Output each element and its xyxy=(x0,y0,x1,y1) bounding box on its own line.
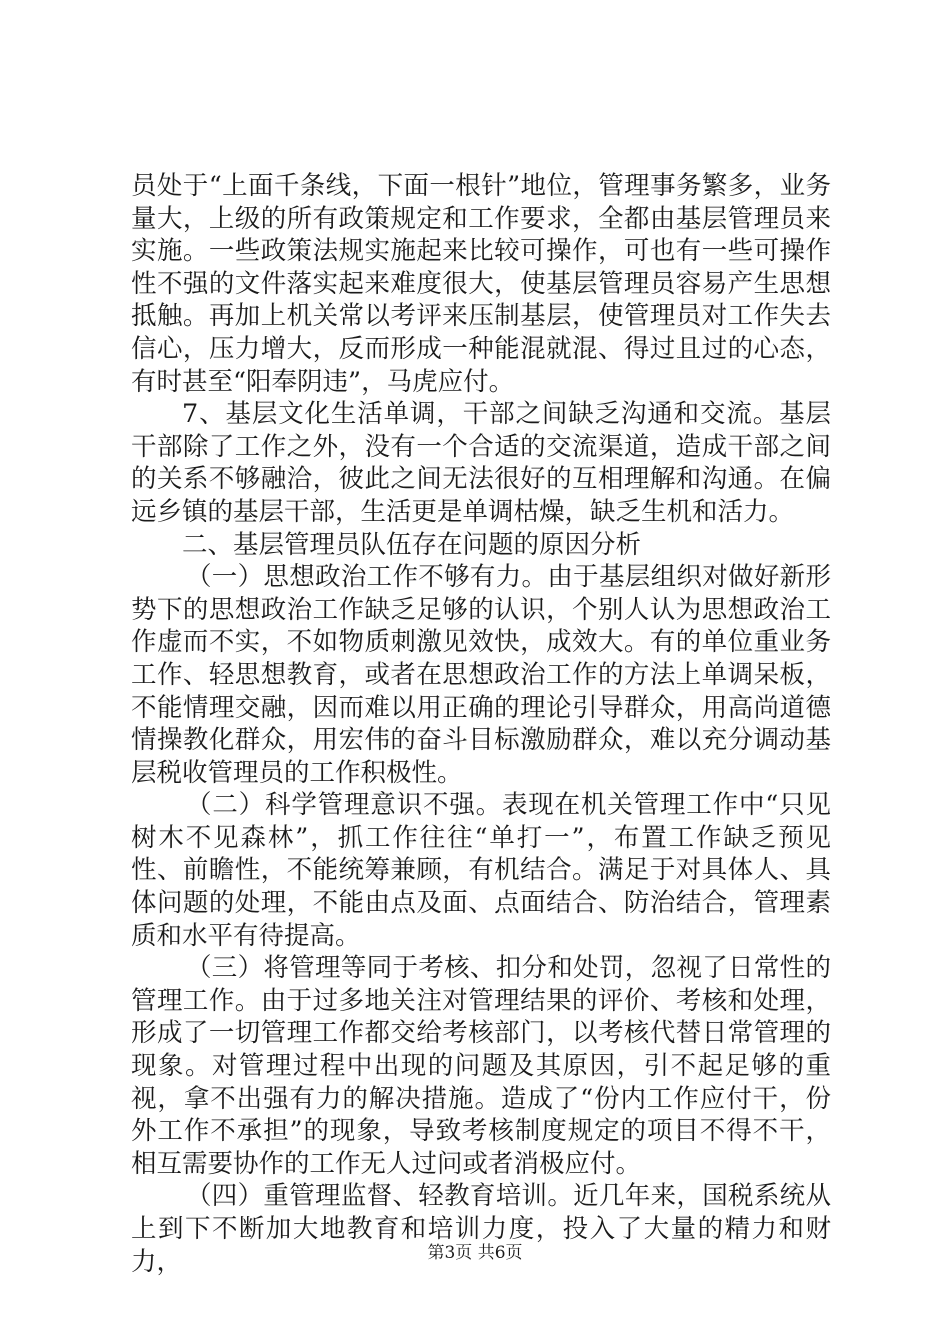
document-body xyxy=(131,170,831,1278)
body-paragraph-1: 员处于“上面千条线，下面一根针”地位，管理事务繁多，业务量大，上级的所有政策规定和工作要求，全都由基层管理员来实施。一些政策法规实施起来比较可操作，可也有一些可操作性不强的文件落实起来难度很大，使基层管理员容易产生思想抵触。再加上机关常以考评来压制基层，使管理员对工作失去信心，压力增大，反而形成一种能混就混、得过且过的心态，有时甚至“阳奉阴违”，马虎应付。 xyxy=(131,171,831,397)
page-footer: 第3页 共6页 xyxy=(427,1243,523,1263)
body-paragraph-subsection-1: （一）思想政治工作不够有力。由于基层组织对做好新形势下的思想政治工作缺乏足够的认识，个别人认为思想政治工作虚而不实，不如物质刺激见效快，成效大。有的单位重业务工作、轻思想教育，或者在思想政治工作的方法上单调呆板，不能情理交融，因而难以用正确的理论引导群众，用高尚道德情操教化群众，用宏伟的奋斗目标激励群众，难以充分调动基层税收管理员的工作积极性。 xyxy=(131,562,831,788)
body-paragraph-subsection-3: （三）将管理等同于考核、扣分和处罚，忽视了日常性的管理工作。由于过多地关注对管理结果的评价、考核和处理，形成了一切管理工作都交给考核部门，以考核代替日常管理的现象。对管理过程中出现的问题及其原因，引不起足够的重视，拿不出强有力的解决措施。造成了“份内工作应付干，份外工作不承担”的现象，导致考核制度规定的项目不得不干，相互需要协作的工作无人过问或者消极应付。 xyxy=(131,953,831,1179)
section-heading: 二、基层管理员队伍存在问题的原因分析 xyxy=(182,529,642,560)
body-paragraph-subsection-2: （二）科学管理意识不强。表现在机关管理工作中“只见树木不见森林”，抓工作往往“单打一”，布置工作缺乏预见性、前瞻性，不能统筹兼顾，有机结合。满足于对具体人、具体问题的处理，不能由点及面、点面结合、防治结合，管理素质和水平有待提高。 xyxy=(131,790,831,951)
body-paragraph-2: 7、基层文化生活单调，干部之间缺乏沟通和交流。基层干部除了工作之外，没有一个合适的交流渠道，造成干部之间的关系不够融洽，彼此之间无法很好的互相理解和沟通。在偏远乡镇的基层干部，生活更是单调枯燥，缺乏生机和活力。 xyxy=(131,399,831,527)
body-paragraph-subsection-4: （四）重管理监督、轻教育培训。近几年来，国税系统从上到下不断加大地教育和培训力度，投入了大量的精力和财力， xyxy=(131,1181,831,1277)
